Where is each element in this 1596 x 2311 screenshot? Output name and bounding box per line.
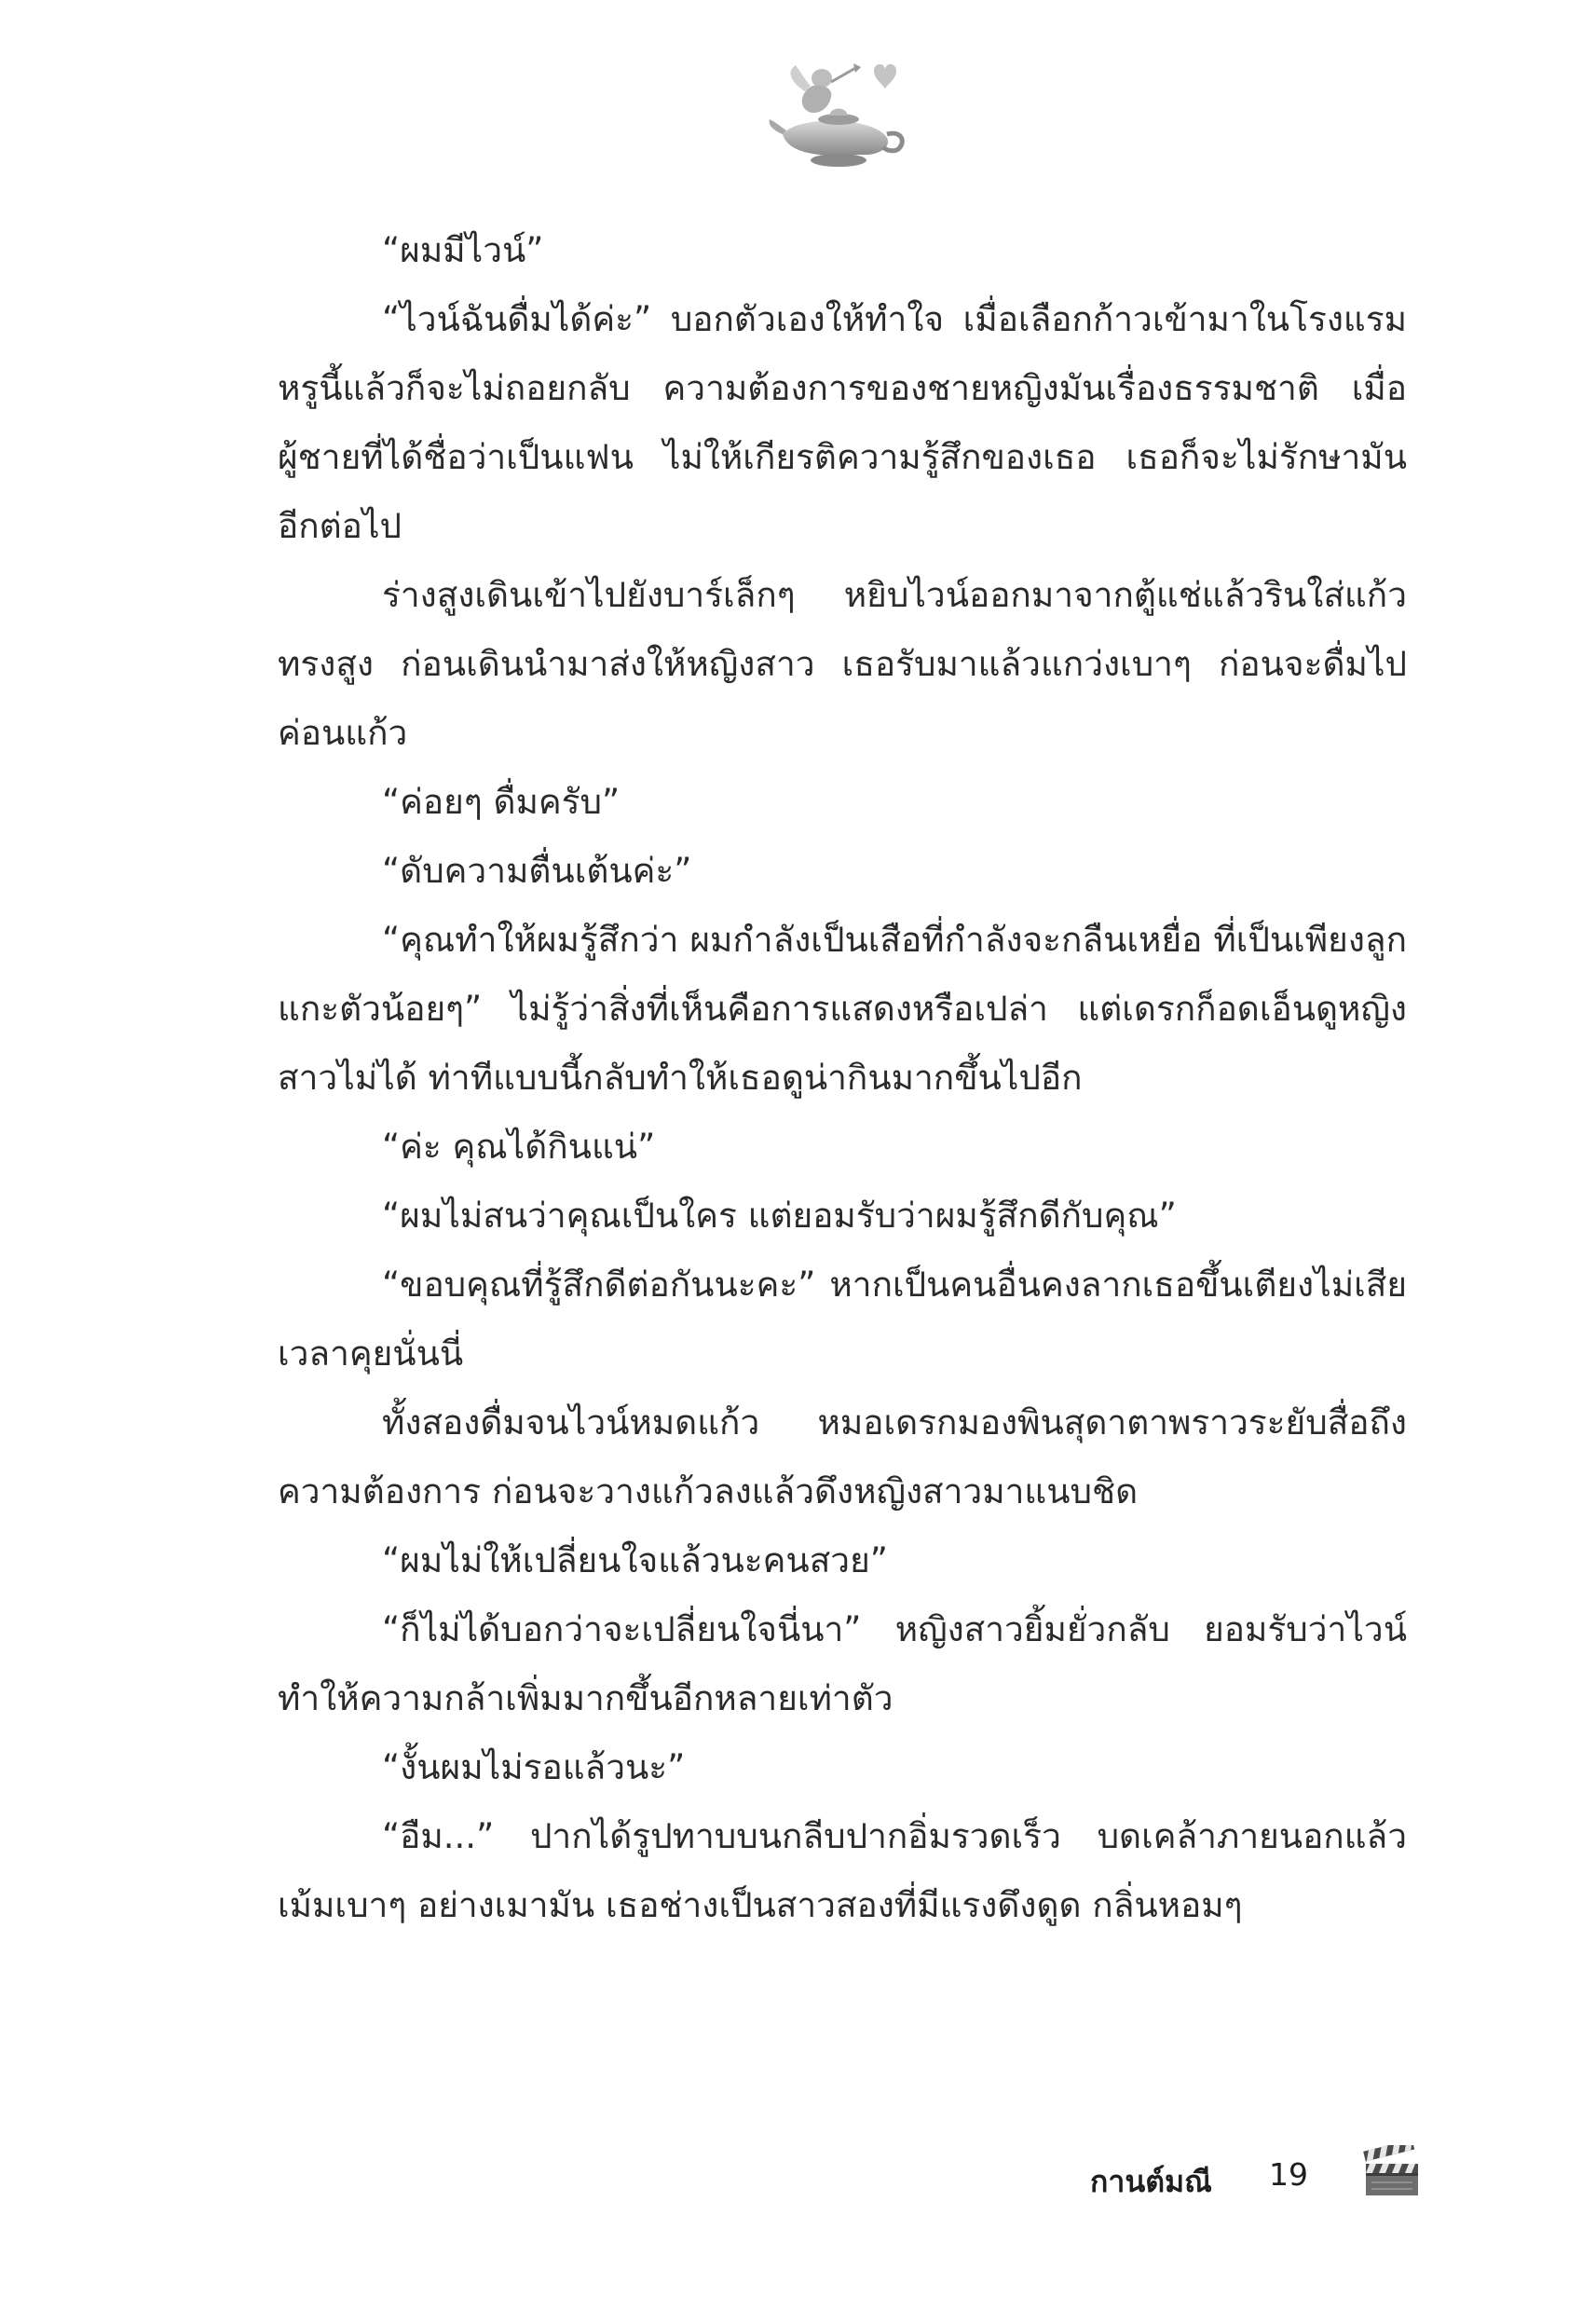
chapter-body xyxy=(278,216,1407,1940)
page-footer xyxy=(1071,2143,1444,2218)
paragraph: “ผมไม่สนว่าคุณเป็นใคร แต่ยอมรับว่าผมรู้สึกดีกับคุณ” xyxy=(382,1196,1177,1236)
paragraph: “ผมไม่ให้เปลี่ยนใจแล้วนะคนสวย” xyxy=(382,1540,888,1580)
paragraph: “ขอบคุณที่รู้สึกดีต่อกันนะคะ” หากเป็นคนอื่นคงลากเธอขึ้นเตียงไม่เสียเวลาคุยนั่นนี่ xyxy=(278,1265,1407,1374)
paragraph: “คุณทำให้ผมรู้สึกว่า ผมกำลังเป็นเสือที่กำลังจะกลืนเหยื่อ ที่เป็นเพียงลูกแกะตัวน้อยๆ” ไม่รู้ว่าสิ่งที่เห็นคือการแสดงหรือเปล่า แต่เดรกก็อดเอ็นดูหญิงสาวไม่ได้ ท่าทีแบบนี้กลับทำให้เธอดูน่ากินมากขึ้นไปอีก xyxy=(278,920,1407,1098)
paragraph: “ค่ะ คุณได้กินแน่” xyxy=(382,1127,656,1167)
paragraph: “อืม...” ปากได้รูปทาบบนกลีบปากอิ่มรวดเร็ว บดเคล้าภายนอกแล้วเม้มเบาๆ อย่างเมามัน เธอช่างเป็นสาวสองที่มีแรงดึงดูด กลิ่นหอมๆ xyxy=(278,1816,1407,1925)
paragraph: ร่างสูงเดินเข้าไปยังบาร์เล็กๆ หยิบไวน์ออกมาจากตู้แช่แล้วรินใส่แก้วทรงสูง ก่อนเดินนำมาส่งให้หญิงสาว เธอรับมาแล้วแกว่งเบาๆ ก่อนจะดื่มไปค่อนแก้ว xyxy=(278,575,1407,753)
genie-lamp-with-cupid-icon xyxy=(764,54,913,175)
paragraph: “ก็ไม่ได้บอกว่าจะเปลี่ยนใจนี่นา” หญิงสาวยิ้มยั่วกลับ ยอมรับว่าไวน์ทำให้ความกล้าเพิ่มมากขึ้นอีกหลายเท่าตัว xyxy=(278,1609,1407,1718)
paragraph: “ผมมีไวน์” xyxy=(382,230,544,270)
paragraph: “ค่อยๆ ดื่มครับ” xyxy=(382,782,621,822)
paragraph: “ดับความตื่นเต้นค่ะ” xyxy=(382,851,692,891)
film-clapperboard-icon xyxy=(1362,2145,1420,2197)
page-number: 19 xyxy=(1269,2156,1308,2193)
paragraph: “งั้นผมไม่รอแล้วนะ” xyxy=(382,1747,686,1787)
paragraph: “ไวน์ฉันดื่มได้ค่ะ” บอกตัวเองให้ทำใจ เมื่อเลือกก้าวเข้ามาในโรงแรมหรูนี้แล้วก็จะไม่ถอยกลับ ความต้องการของชายหญิงมันเรื่องธรรมชาติ เมื่อผู้ชายที่ได้ชื่อว่าเป็นแฟน ไม่ให้เกียรติความรู้สึกของเธอ เธอก็จะไม่รักษามันอีกต่อไป xyxy=(278,299,1407,546)
author-name: กานต์มณี xyxy=(1090,2164,1212,2199)
paragraph: ทั้งสองดื่มจนไวน์หมดแก้ว หมอเดรกมองพินสุดาตาพราวระยับสื่อถึงความต้องการ ก่อนจะวางแก้วลงแล้วดึงหญิงสาวมาแนบชิด xyxy=(278,1402,1407,1511)
